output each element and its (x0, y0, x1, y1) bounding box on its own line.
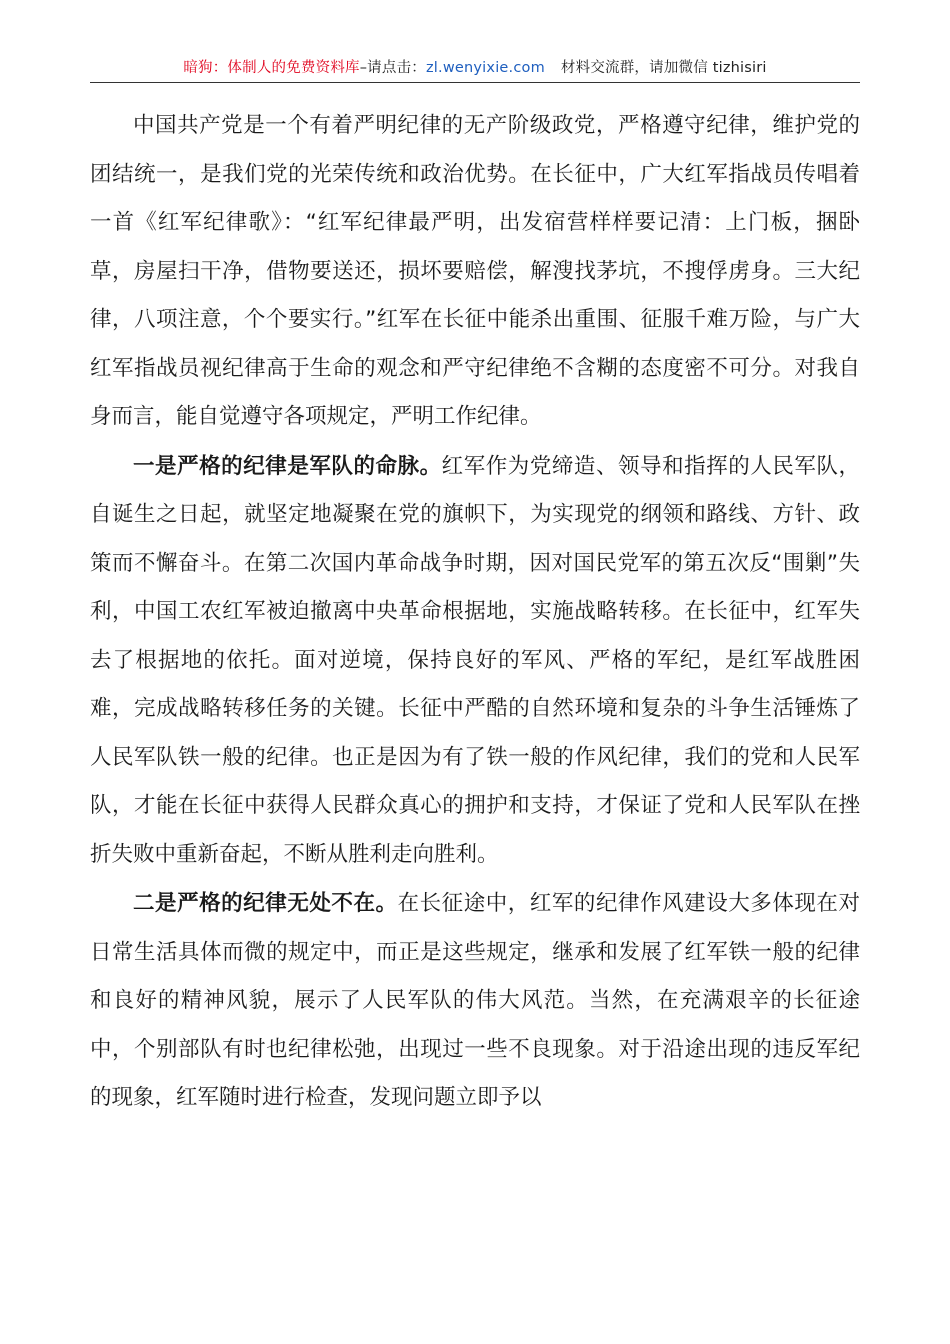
page-header (90, 58, 860, 83)
paragraph-text: 中国共产党是一个有着严明纪律的无产阶级政党，严格遵守纪律，维护党的团结统一，是我们党的光荣传统和政治优势。在长征中，广大红军指战员传唱着一首《红军纪律歌》：“红军纪律最严明，出发宿营样样要记清：上门板，捆卧草，房屋扫干净，借物要送还，损坏要赔偿，解溲找茅坑，不搜俘虏身。三大纪律，八项注意，个个要实行。”红军在长征中能杀出重围、征服千难万险，与广大红军指战员视纪律高于生命的观念和严守纪律绝不含糊的态度密不可分。对我自身而言，能自觉遵守各项规定，严明工作纪律。 (90, 113, 860, 429)
paragraph-lead: 一是严格的纪律是军队的命脉。 (133, 453, 442, 479)
header-link[interactable]: zl.wenyixie.com (425, 60, 545, 76)
paragraph-text: 在长征途中，红军的纪律作风建设大多体现在对日常生活具体而微的规定中，而正是这些规定，继承和发展了红军铁一般的纪律和良好的精神风貌，展示了人民军队的伟大风范。当然，在充满艰辛的长征途中，个别部队有时也纪律松弛，出现过一些不良现象。对于沿途出现的违反军纪的现象，红军随时进行检查，发现问题立即予以 (90, 891, 860, 1110)
paragraph-point-one (90, 443, 860, 880)
paragraph-text: 红军作为党缔造、领导和指挥的人民军队，自诞生之日起，就坚定地凝聚在党的旗帜下，为实现党的纲领和路线、方针、政策而不懈奋斗。在第二次国内革命战争时期，因对国民党军的第五次反“围剿”失利，中国工农红军被迫撤离中央革命根据地，实施战略转移。在长征中，红军失去了根据地的依托。面对逆境，保持良好的军风、严格的军纪，是红军战胜困难，完成战略转移任务的关键。长征中严酷的自然环境和复杂的斗争生活锤炼了人民军队铁一般的纪律。也正是因为有了铁一般的作风纪律，我们的党和人民军队，才能在长征中获得人民群众真心的拥护和支持，才保证了党和人民军队在挫折失败中重新奋起，不断从胜利走向胜利。 (90, 453, 860, 867)
header-group-text: 材料交流群，请加微信 tizhisiri (560, 60, 767, 76)
paragraph-point-two (90, 880, 860, 1123)
paragraph-intro (90, 102, 860, 442)
header-click-prefix: –请点击： (359, 60, 426, 76)
document-body (90, 102, 860, 1123)
header-site-name: 暗狗：体制人的免费资料库 (183, 60, 360, 76)
paragraph-lead: 二是严格的纪律无处不在。 (133, 891, 398, 916)
